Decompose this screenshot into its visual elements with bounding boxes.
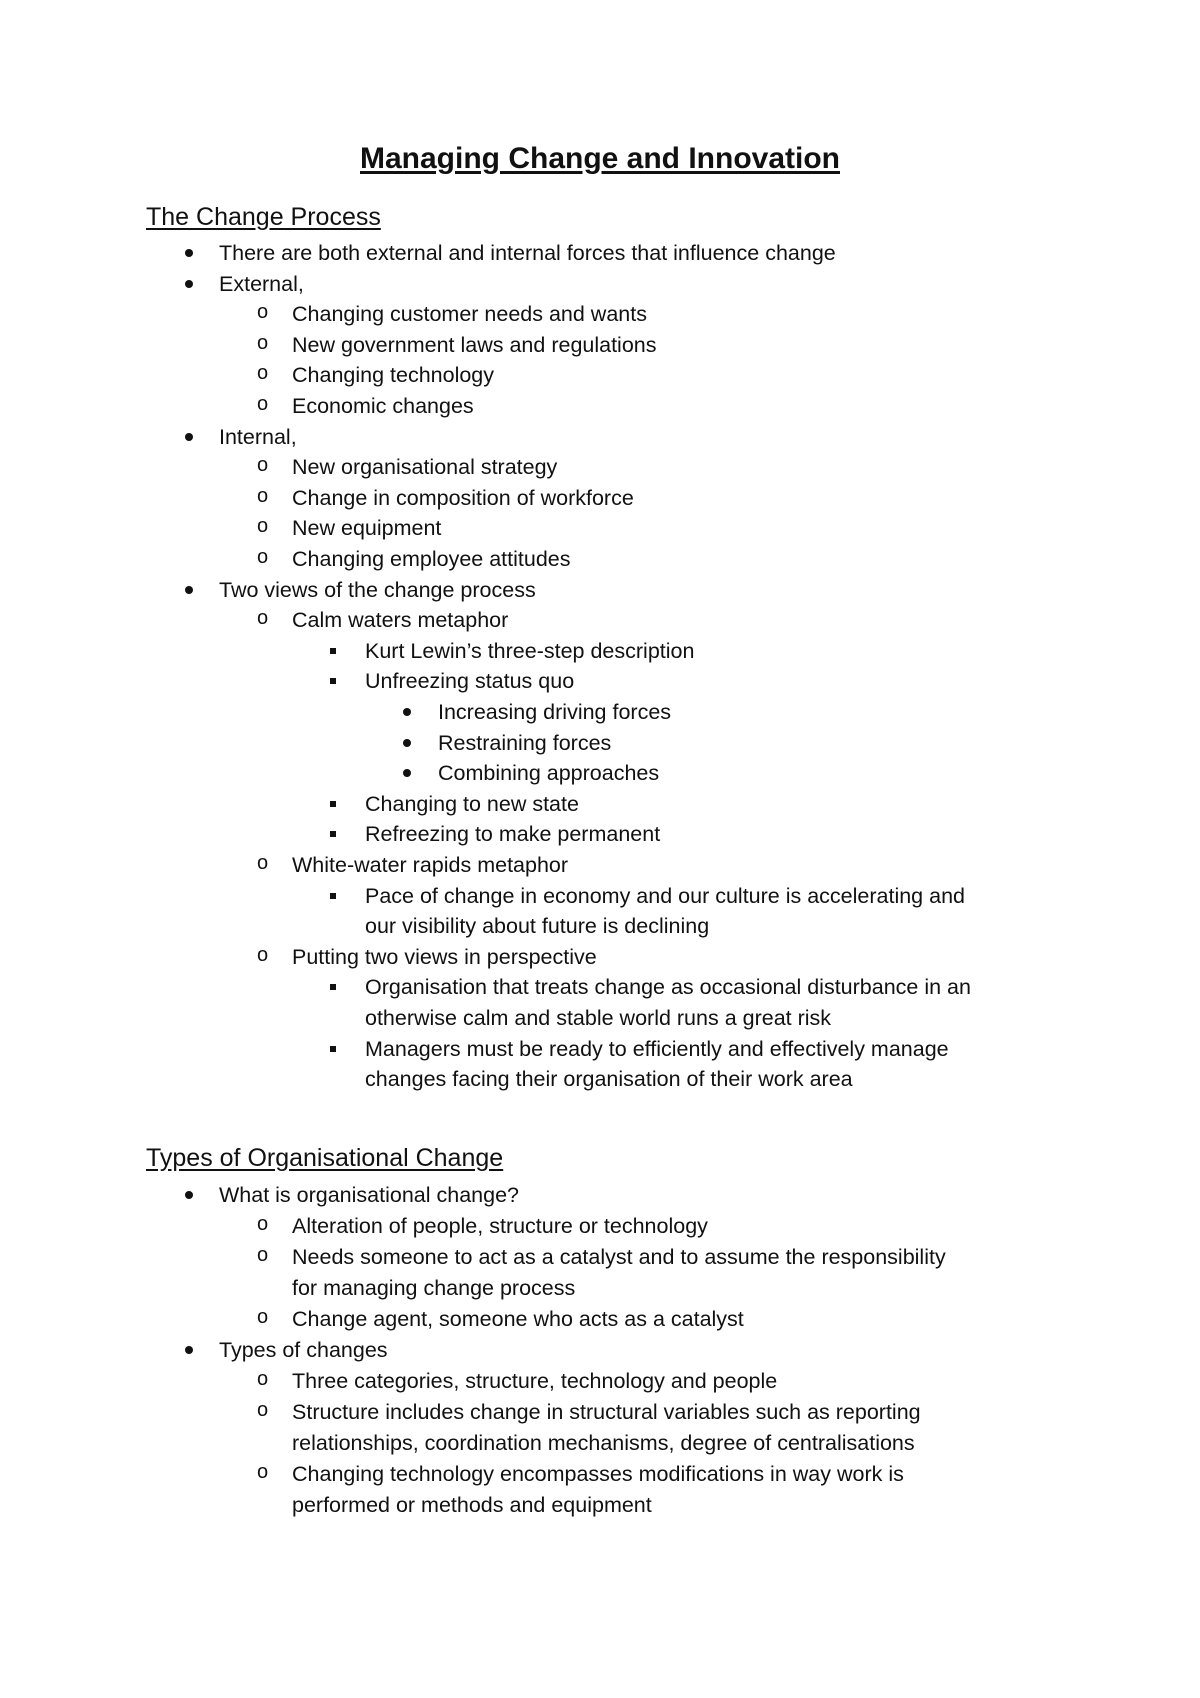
list-item-text: Two views of the change process	[219, 577, 536, 602]
circle-bullet-icon: o	[257, 393, 269, 415]
list-item-text: Internal,	[219, 424, 297, 449]
list-item-text: our visibility about future is declining	[365, 914, 710, 939]
bullet-icon	[185, 1346, 193, 1354]
bullet-icon	[403, 739, 411, 747]
square-bullet-icon	[330, 648, 336, 654]
square-bullet-icon	[330, 1046, 336, 1052]
bullet-icon	[403, 769, 411, 777]
list-item-text: Calm waters metaphor	[292, 608, 509, 633]
circle-bullet-icon: o	[257, 1306, 269, 1328]
list-item-text: relationships, coordination mechanisms, degree of centralisations	[292, 1431, 915, 1455]
list-item-text: Types of changes	[219, 1338, 388, 1362]
square-bullet-icon	[330, 984, 336, 990]
list-item-text: New government laws and regulations	[292, 332, 657, 357]
list-item-text: Needs someone to act as a catalyst and to assume the responsibility	[292, 1245, 946, 1269]
list-item-text: Changing technology	[292, 363, 495, 388]
list-item-text: New equipment	[292, 516, 442, 541]
list-item-text: New organisational strategy	[292, 455, 558, 480]
list-item-text: Pace of change in economy and our culture is accelerating and	[365, 883, 965, 908]
square-bullet-icon	[330, 801, 336, 807]
list-item-text: Changing to new state	[365, 791, 579, 816]
list-item-text: Changing customer needs and wants	[292, 302, 647, 327]
circle-bullet-icon: o	[257, 484, 269, 507]
list-item-text: Change agent, someone who acts as a catalyst	[292, 1307, 744, 1331]
list-item-text: Unfreezing status quo	[365, 669, 575, 694]
list-item-text: Changing employee attitudes	[292, 547, 571, 571]
circle-bullet-icon: o	[257, 1368, 269, 1390]
square-bullet-icon	[330, 893, 336, 899]
list-item-text: Structure includes change in structural variables such as reporting	[292, 1400, 921, 1424]
bullet-icon	[185, 249, 193, 257]
list-item-text: Economic changes	[292, 394, 474, 418]
circle-bullet-icon: o	[257, 607, 269, 630]
list-item-text: Putting two views in perspective	[292, 944, 597, 969]
list-item-text: Refreezing to make permanent	[365, 822, 661, 847]
list-item-text: Three categories, structure, technology and people	[292, 1369, 778, 1393]
list-item-text: Restraining forces	[438, 730, 612, 755]
square-bullet-icon	[330, 678, 336, 684]
circle-bullet-icon: o	[257, 362, 269, 385]
section-heading: Types of Organisational Change	[146, 1144, 504, 1172]
bullet-icon	[185, 1191, 193, 1199]
list-item-text: What is organisational change?	[219, 1183, 519, 1207]
circle-bullet-icon: o	[257, 301, 269, 324]
circle-bullet-icon: o	[257, 1399, 269, 1421]
bullet-icon	[185, 280, 193, 288]
list-item-text: Changing technology encompasses modifications in way work is	[292, 1462, 904, 1486]
bullet-icon	[185, 433, 193, 441]
list-item-text: Organisation that treats change as occasional disturbance in an	[365, 975, 971, 1000]
square-bullet-icon	[330, 831, 336, 837]
list-item-text: changes facing their organisation of their work area	[365, 1067, 853, 1092]
list-item-text: Increasing driving forces	[438, 700, 672, 724]
list-item-text: Change in composition of workforce	[292, 485, 634, 510]
circle-bullet-icon: o	[257, 454, 269, 477]
list-item-text: otherwise calm and stable world runs a great risk	[365, 1006, 832, 1030]
list-item-text: Managers must be ready to efficiently and effectively manage	[365, 1036, 949, 1061]
circle-bullet-icon: o	[257, 546, 269, 568]
bullet-icon	[185, 586, 193, 594]
list-item-text: performed or methods and equipment	[292, 1493, 652, 1517]
circle-bullet-icon: o	[257, 852, 269, 874]
circle-bullet-icon: o	[257, 1244, 269, 1266]
list-item-text: There are both external and internal forces that influence change	[219, 241, 836, 265]
section-heading: The Change Process	[146, 203, 381, 231]
circle-bullet-icon: o	[257, 331, 269, 354]
list-item-text: Combining approaches	[438, 761, 660, 786]
list-item-text: for managing change process	[292, 1276, 576, 1300]
list-item-text: Alteration of people, structure or technology	[292, 1214, 708, 1238]
bullet-icon	[403, 708, 411, 716]
circle-bullet-icon: o	[257, 1213, 269, 1235]
list-item-text: Kurt Lewin’s three-step description	[365, 638, 695, 663]
circle-bullet-icon: o	[257, 943, 269, 966]
list-item-text: White-water rapids metaphor	[292, 853, 569, 877]
document-title: Managing Change and Innovation	[360, 142, 840, 175]
circle-bullet-icon: o	[257, 515, 269, 538]
list-item-text: External,	[219, 271, 304, 296]
circle-bullet-icon: o	[257, 1461, 269, 1483]
